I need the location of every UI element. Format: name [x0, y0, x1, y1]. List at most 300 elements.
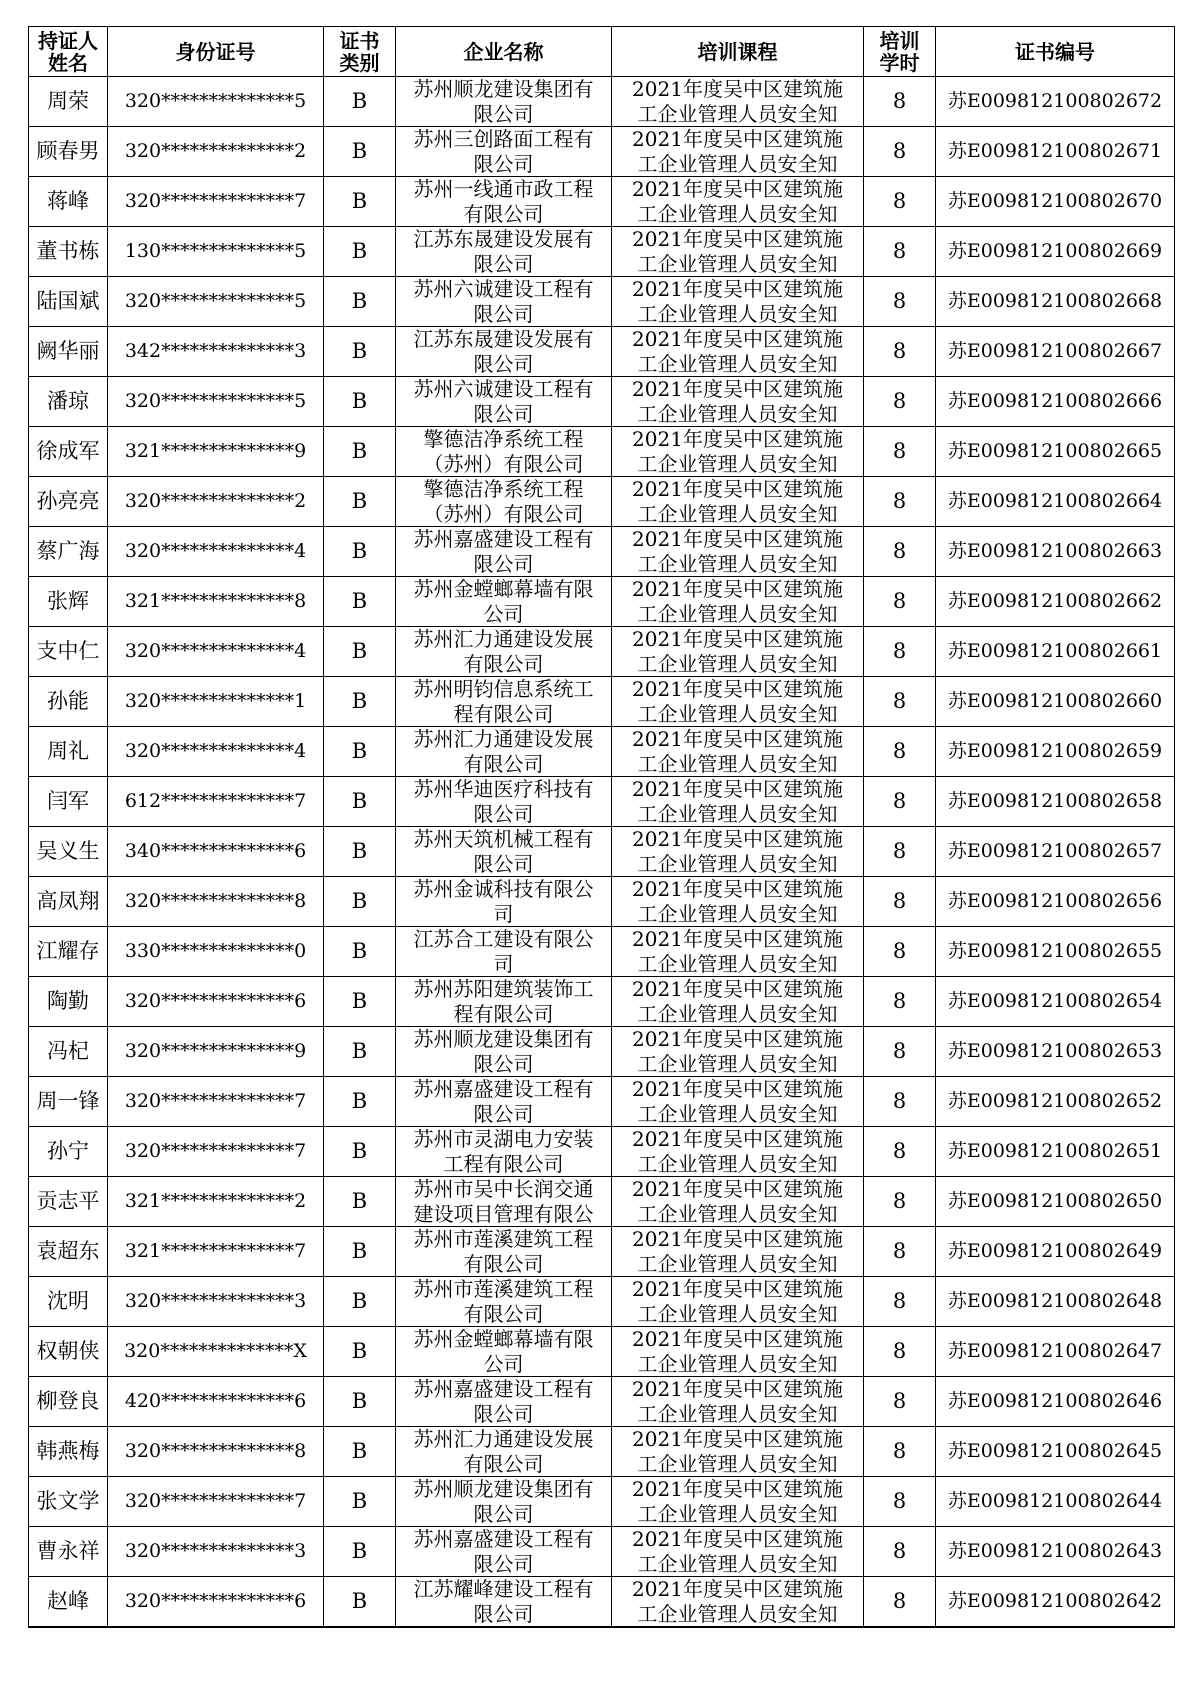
company-line: 司 [493, 952, 514, 976]
holder-name: 孙宁 [29, 1127, 108, 1177]
training-course [612, 227, 864, 277]
holder-name: 顾春男 [29, 127, 108, 177]
course-line: 工企业管理人员安全知 [637, 1102, 838, 1126]
course-line: 工企业管理人员安全知 [637, 1302, 838, 1326]
company-line: 苏州六诚建设工程有 [413, 277, 594, 301]
table-row [29, 627, 1175, 677]
company-name [396, 1377, 612, 1427]
cert-type: B [324, 527, 396, 577]
course-line: 2021年度吴中区建筑施 [632, 1527, 843, 1551]
id-number: 320**************5 [108, 277, 324, 327]
course-line: 2021年度吴中区建筑施 [632, 1377, 843, 1401]
company-line: 江苏合工建设有限公 [413, 927, 594, 951]
training-course [612, 427, 864, 477]
course-line: 工企业管理人员安全知 [637, 1502, 838, 1526]
training-course [612, 377, 864, 427]
holder-name: 柳登良 [29, 1377, 108, 1427]
company-line: 苏州金螳螂幕墙有限 [413, 577, 594, 601]
company-line: 建设项目管理有限公 [413, 1202, 594, 1226]
company-line: 苏州华迪医疗科技有 [413, 777, 594, 801]
table-row [29, 177, 1175, 227]
table-body [29, 77, 1175, 1628]
course-line: 2021年度吴中区建筑施 [632, 1327, 843, 1351]
training-hours: 8 [864, 1027, 936, 1077]
training-course [612, 1477, 864, 1527]
cert-type: B [324, 1377, 396, 1427]
cert-type: B [324, 277, 396, 327]
cert-type: B [324, 1127, 396, 1177]
training-course [612, 977, 864, 1027]
company-line: 江苏东晟建设发展有 [413, 227, 594, 251]
company-name [396, 577, 612, 627]
training-hours: 8 [864, 827, 936, 877]
course-line: 2021年度吴中区建筑施 [632, 877, 843, 901]
company-line: 苏州嘉盛建设工程有 [413, 1077, 594, 1101]
table-row [29, 777, 1175, 827]
company-line: 苏州汇力通建设发展 [413, 627, 594, 651]
training-course [612, 827, 864, 877]
header-holder-name-line2: 姓名 [48, 50, 88, 75]
cert-type: B [324, 377, 396, 427]
company-name [396, 1277, 612, 1327]
company-line: 江苏耀峰建设工程有 [413, 1577, 594, 1601]
cert-type: B [324, 777, 396, 827]
cert-type: B [324, 427, 396, 477]
cert-type: B [324, 627, 396, 677]
training-hours: 8 [864, 527, 936, 577]
table-row [29, 527, 1175, 577]
training-hours: 8 [864, 127, 936, 177]
training-course [612, 277, 864, 327]
holder-name: 吴义生 [29, 827, 108, 877]
company-line: 擎德洁净系统工程 [423, 427, 584, 451]
course-line: 2021年度吴中区建筑施 [632, 1177, 843, 1201]
company-name [396, 927, 612, 977]
company-line: 苏州嘉盛建设工程有 [413, 1377, 594, 1401]
course-line: 工企业管理人员安全知 [637, 102, 838, 126]
header-row [29, 27, 1175, 77]
training-hours: 8 [864, 1077, 936, 1127]
cert-number: 苏E009812100802653 [936, 1027, 1175, 1077]
table-row [29, 477, 1175, 527]
holder-name: 江耀存 [29, 927, 108, 977]
id-number: 321**************7 [108, 1227, 324, 1277]
holder-name: 周荣 [29, 77, 108, 127]
holder-name: 潘琼 [29, 377, 108, 427]
table-row [29, 427, 1175, 477]
training-course [612, 1227, 864, 1277]
training-hours: 8 [864, 777, 936, 827]
holder-name: 孙亮亮 [29, 477, 108, 527]
header-holder-name [29, 27, 108, 77]
holder-name: 贡志平 [29, 1177, 108, 1227]
course-line: 工企业管理人员安全知 [637, 302, 838, 326]
course-line: 工企业管理人员安全知 [637, 1602, 838, 1626]
company-name [396, 1527, 612, 1577]
table-row [29, 227, 1175, 277]
course-line: 2021年度吴中区建筑施 [632, 327, 843, 351]
table-row [29, 377, 1175, 427]
cert-type: B [324, 827, 396, 877]
training-course [612, 627, 864, 677]
table-row [29, 327, 1175, 377]
id-number: 320**************6 [108, 977, 324, 1027]
table-row [29, 677, 1175, 727]
holder-name: 曹永祥 [29, 1527, 108, 1577]
header-cert-type-line1: 证书 [339, 28, 380, 53]
cert-type: B [324, 177, 396, 227]
training-hours: 8 [864, 1427, 936, 1477]
course-line: 2021年度吴中区建筑施 [632, 627, 843, 651]
id-number: 330**************0 [108, 927, 324, 977]
company-name [396, 277, 612, 327]
company-name [396, 877, 612, 927]
company-line: 苏州汇力通建设发展 [413, 727, 594, 751]
company-line: 苏州金诚科技有限公 [413, 877, 594, 901]
company-line: 程有限公司 [453, 702, 554, 726]
holder-name: 支中仁 [29, 627, 108, 677]
id-number: 320**************4 [108, 727, 324, 777]
company-name [396, 1077, 612, 1127]
training-course [612, 1027, 864, 1077]
id-number: 320**************7 [108, 1077, 324, 1127]
course-line: 工企业管理人员安全知 [637, 1252, 838, 1276]
company-line: 限公司 [473, 1052, 534, 1076]
holder-name: 徐成军 [29, 427, 108, 477]
id-number: 321**************2 [108, 1177, 324, 1227]
company-name [396, 1177, 612, 1227]
course-line: 2021年度吴中区建筑施 [632, 77, 843, 101]
company-line: 苏州汇力通建设发展 [413, 1427, 594, 1451]
course-line: 2021年度吴中区建筑施 [632, 227, 843, 251]
id-number: 320**************4 [108, 527, 324, 577]
course-line: 2021年度吴中区建筑施 [632, 377, 843, 401]
training-course [612, 1427, 864, 1477]
company-name [396, 1227, 612, 1277]
cert-type: B [324, 977, 396, 1027]
cert-type: B [324, 477, 396, 527]
header-company: 企业名称 [396, 27, 612, 77]
training-hours: 8 [864, 227, 936, 277]
holder-name: 周礼 [29, 727, 108, 777]
table-row [29, 1327, 1175, 1377]
course-line: 2021年度吴中区建筑施 [632, 827, 843, 851]
table-row [29, 1477, 1175, 1527]
training-hours: 8 [864, 377, 936, 427]
course-line: 工企业管理人员安全知 [637, 852, 838, 876]
cert-type: B [324, 127, 396, 177]
table-row [29, 1027, 1175, 1077]
cert-type: B [324, 1477, 396, 1527]
company-name [396, 227, 612, 277]
company-line: 苏州顺龙建设集团有 [413, 1477, 594, 1501]
company-line: 苏州天筑机械工程有 [413, 827, 594, 851]
company-name [396, 477, 612, 527]
cert-number: 苏E009812100802651 [936, 1127, 1175, 1177]
cert-type: B [324, 727, 396, 777]
course-line: 2021年度吴中区建筑施 [632, 277, 843, 301]
course-line: 工企业管理人员安全知 [637, 202, 838, 226]
id-number: 320**************9 [108, 1027, 324, 1077]
cert-number: 苏E009812100802649 [936, 1227, 1175, 1277]
company-line: 苏州三创路面工程有 [413, 127, 594, 151]
company-name [396, 1027, 612, 1077]
certificate-table [28, 26, 1175, 1628]
table-row [29, 977, 1175, 1027]
table-row [29, 877, 1175, 927]
header-cert-number: 证书编号 [936, 27, 1175, 77]
course-line: 2021年度吴中区建筑施 [632, 1027, 843, 1051]
id-number: 320**************2 [108, 477, 324, 527]
table-row [29, 1377, 1175, 1427]
cert-number: 苏E009812100802657 [936, 827, 1175, 877]
cert-number: 苏E009812100802662 [936, 577, 1175, 627]
company-line: 苏州金螳螂幕墙有限 [413, 1327, 594, 1351]
training-hours: 8 [864, 1477, 936, 1527]
holder-name: 赵峰 [29, 1577, 108, 1628]
company-line: 苏州嘉盛建设工程有 [413, 527, 594, 551]
holder-name: 张文学 [29, 1477, 108, 1527]
course-line: 2021年度吴中区建筑施 [632, 677, 843, 701]
id-number: 612**************7 [108, 777, 324, 827]
header-course: 培训课程 [612, 27, 864, 77]
course-line: 2021年度吴中区建筑施 [632, 527, 843, 551]
course-line: 工企业管理人员安全知 [637, 702, 838, 726]
training-course [612, 1577, 864, 1628]
table-row [29, 1127, 1175, 1177]
holder-name: 冯杞 [29, 1027, 108, 1077]
cert-number: 苏E009812100802661 [936, 627, 1175, 677]
course-line: 2021年度吴中区建筑施 [632, 1277, 843, 1301]
company-line: 司 [493, 902, 514, 926]
company-line: 公司 [483, 602, 524, 626]
course-line: 2021年度吴中区建筑施 [632, 777, 843, 801]
cert-number: 苏E009812100802665 [936, 427, 1175, 477]
company-line: （苏州）有限公司 [423, 502, 584, 526]
id-number: 420**************6 [108, 1377, 324, 1427]
cert-type: B [324, 1277, 396, 1327]
cert-type: B [324, 1227, 396, 1277]
training-course [612, 477, 864, 527]
company-name [396, 627, 612, 677]
id-number: 320**************7 [108, 1477, 324, 1527]
id-number: 321**************9 [108, 427, 324, 477]
company-name [396, 427, 612, 477]
company-line: 限公司 [473, 802, 534, 826]
company-line: 苏州顺龙建设集团有 [413, 1027, 594, 1051]
cert-number: 苏E009812100802643 [936, 1527, 1175, 1577]
header-cert-type [324, 27, 396, 77]
company-name [396, 177, 612, 227]
training-course [612, 1377, 864, 1427]
training-course [612, 527, 864, 577]
company-line: 苏州苏阳建筑装饰工 [413, 977, 594, 1001]
company-line: 限公司 [473, 552, 534, 576]
cert-number: 苏E009812100802672 [936, 77, 1175, 127]
cert-number: 苏E009812100802652 [936, 1077, 1175, 1127]
training-course [612, 1127, 864, 1177]
id-number: 320**************5 [108, 377, 324, 427]
cert-type: B [324, 1027, 396, 1077]
course-line: 工企业管理人员安全知 [637, 1402, 838, 1426]
training-course [612, 777, 864, 827]
company-line: 苏州嘉盛建设工程有 [413, 1527, 594, 1551]
cert-type: B [324, 927, 396, 977]
cert-number: 苏E009812100802654 [936, 977, 1175, 1027]
company-name [396, 77, 612, 127]
training-course [612, 927, 864, 977]
holder-name: 周一锋 [29, 1077, 108, 1127]
id-number: 321**************8 [108, 577, 324, 627]
course-line: 工企业管理人员安全知 [637, 1352, 838, 1376]
company-line: 苏州市莲溪建筑工程 [413, 1227, 594, 1251]
cert-number: 苏E009812100802659 [936, 727, 1175, 777]
company-line: 有限公司 [463, 202, 544, 226]
cert-type: B [324, 877, 396, 927]
company-line: 苏州市吴中长润交通 [413, 1177, 594, 1201]
cert-type: B [324, 227, 396, 277]
cert-type: B [324, 77, 396, 127]
training-hours: 8 [864, 1227, 936, 1277]
id-number: 320**************3 [108, 1277, 324, 1327]
company-line: 限公司 [473, 302, 534, 326]
training-hours: 8 [864, 1377, 936, 1427]
company-line: 限公司 [473, 252, 534, 276]
company-line: 苏州六诚建设工程有 [413, 377, 594, 401]
company-line: 苏州顺龙建设集团有 [413, 77, 594, 101]
course-line: 2021年度吴中区建筑施 [632, 1077, 843, 1101]
training-hours: 8 [864, 1177, 936, 1227]
company-name [396, 377, 612, 427]
company-line: 限公司 [473, 1402, 534, 1426]
company-line: 有限公司 [463, 752, 544, 776]
id-number: 320**************1 [108, 677, 324, 727]
course-line: 工企业管理人员安全知 [637, 752, 838, 776]
header-hours [864, 27, 936, 77]
company-line: 限公司 [473, 352, 534, 376]
company-line: 限公司 [473, 402, 534, 426]
cert-number: 苏E009812100802646 [936, 1377, 1175, 1427]
cert-number: 苏E009812100802671 [936, 127, 1175, 177]
company-name [396, 777, 612, 827]
course-line: 工企业管理人员安全知 [637, 552, 838, 576]
company-name [396, 1127, 612, 1177]
training-hours: 8 [864, 627, 936, 677]
training-hours: 8 [864, 477, 936, 527]
course-line: 工企业管理人员安全知 [637, 1452, 838, 1476]
id-number: 320**************7 [108, 177, 324, 227]
course-line: 2021年度吴中区建筑施 [632, 1427, 843, 1451]
id-number: 320**************8 [108, 877, 324, 927]
course-line: 工企业管理人员安全知 [637, 452, 838, 476]
company-line: 限公司 [473, 1102, 534, 1126]
holder-name: 阙华丽 [29, 327, 108, 377]
training-hours: 8 [864, 177, 936, 227]
training-course [612, 177, 864, 227]
training-hours: 8 [864, 1127, 936, 1177]
company-name [396, 977, 612, 1027]
course-line: 工企业管理人员安全知 [637, 1202, 838, 1226]
cert-number: 苏E009812100802644 [936, 1477, 1175, 1527]
course-line: 工企业管理人员安全知 [637, 1152, 838, 1176]
course-line: 工企业管理人员安全知 [637, 352, 838, 376]
table-row [29, 727, 1175, 777]
company-line: 限公司 [473, 152, 534, 176]
id-number: 130**************5 [108, 227, 324, 277]
cert-type: B [324, 327, 396, 377]
cert-number: 苏E009812100802667 [936, 327, 1175, 377]
cert-number: 苏E009812100802658 [936, 777, 1175, 827]
company-name [396, 1477, 612, 1527]
training-hours: 8 [864, 927, 936, 977]
course-line: 2021年度吴中区建筑施 [632, 977, 843, 1001]
training-hours: 8 [864, 1527, 936, 1577]
cert-number: 苏E009812100802663 [936, 527, 1175, 577]
training-course [612, 77, 864, 127]
cert-number: 苏E009812100802655 [936, 927, 1175, 977]
cert-number: 苏E009812100802669 [936, 227, 1175, 277]
course-line: 2021年度吴中区建筑施 [632, 427, 843, 451]
table-row [29, 827, 1175, 877]
training-hours: 8 [864, 727, 936, 777]
holder-name: 袁超东 [29, 1227, 108, 1277]
company-line: 苏州市灵湖电力安装 [413, 1127, 594, 1151]
cert-type: B [324, 677, 396, 727]
company-line: 限公司 [473, 102, 534, 126]
cert-type: B [324, 1077, 396, 1127]
table-row [29, 1177, 1175, 1227]
header-holder-name-line1: 持证人 [38, 28, 98, 53]
course-line: 工企业管理人员安全知 [637, 152, 838, 176]
training-course [612, 1277, 864, 1327]
header-cert-type-line2: 类别 [339, 50, 380, 75]
table-row [29, 1527, 1175, 1577]
company-line: 苏州一线通市政工程 [413, 177, 594, 201]
course-line: 2021年度吴中区建筑施 [632, 127, 843, 151]
training-hours: 8 [864, 1577, 936, 1628]
training-course [612, 127, 864, 177]
company-line: （苏州）有限公司 [423, 452, 584, 476]
course-line: 2021年度吴中区建筑施 [632, 577, 843, 601]
id-number: 320**************5 [108, 77, 324, 127]
id-number: 320**************4 [108, 627, 324, 677]
id-number: 340**************6 [108, 827, 324, 877]
cert-type: B [324, 577, 396, 627]
table-row [29, 577, 1175, 627]
training-course [612, 327, 864, 377]
cert-number: 苏E009812100802647 [936, 1327, 1175, 1377]
company-line: 有限公司 [463, 1452, 544, 1476]
company-line: 擎德洁净系统工程 [423, 477, 584, 501]
holder-name: 陆国斌 [29, 277, 108, 327]
course-line: 工企业管理人员安全知 [637, 602, 838, 626]
id-number: 320**************8 [108, 1427, 324, 1477]
header-hours-line1: 培训 [879, 28, 920, 53]
training-hours: 8 [864, 977, 936, 1027]
cert-type: B [324, 1527, 396, 1577]
table-row [29, 927, 1175, 977]
course-line: 2021年度吴中区建筑施 [632, 1577, 843, 1601]
header-hours-line2: 学时 [879, 50, 920, 75]
table-row [29, 77, 1175, 127]
id-number: 342**************3 [108, 327, 324, 377]
training-course [612, 727, 864, 777]
holder-name: 沈明 [29, 1277, 108, 1327]
cert-number: 苏E009812100802660 [936, 677, 1175, 727]
cert-number: 苏E009812100802645 [936, 1427, 1175, 1477]
id-number: 320**************2 [108, 127, 324, 177]
company-name [396, 827, 612, 877]
